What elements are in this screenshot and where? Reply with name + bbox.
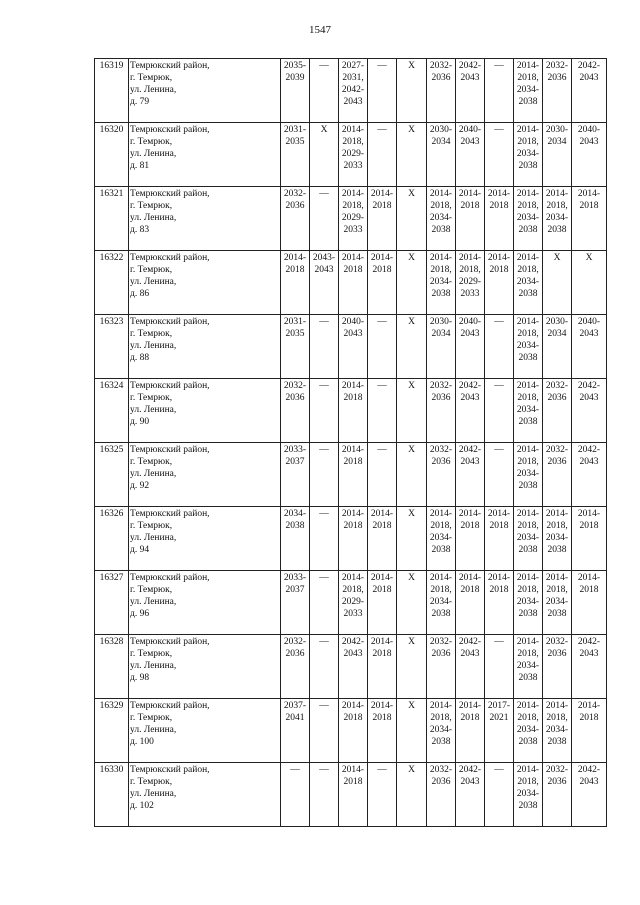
period-cell: X (310, 123, 339, 187)
period-cell: 2042- 2043 (572, 59, 607, 123)
period-cell: X (397, 699, 427, 763)
address-line: д. 81 (130, 161, 150, 171)
period-cell: — (310, 635, 339, 699)
address-line: д. 94 (130, 545, 150, 555)
period-cell: 2030- 2034 (427, 315, 456, 379)
period-cell: 2042- 2043 (572, 763, 607, 827)
period-cell: 2032- 2036 (427, 443, 456, 507)
table-row (95, 123, 607, 187)
period-cell: 2032- 2036 (427, 763, 456, 827)
period-cell: 2042- 2043 (456, 763, 485, 827)
period-cell: — (310, 187, 339, 251)
address-line: Темрюкский район, (130, 701, 210, 711)
period-cell: 2014- 2018 (368, 635, 397, 699)
address-line: д. 98 (130, 673, 150, 683)
period-cell: 2014- 2018 (281, 251, 310, 315)
address-line: г. Темрюк, (130, 265, 173, 275)
period-cell: 2040- 2043 (572, 123, 607, 187)
period-cell: 2014- 2018, 2034- 2038 (514, 187, 543, 251)
record-number: 16326 (95, 507, 129, 571)
period-cell: 2014- 2018, 2034- 2038 (514, 699, 543, 763)
period-cell: X (397, 443, 427, 507)
address-line: ул. Ленина, (130, 405, 177, 415)
period-cell: 2042- 2043 (456, 59, 485, 123)
address-line: ул. Ленина, (130, 149, 177, 159)
period-cell: 2014- 2018, 2034- 2038 (427, 699, 456, 763)
record-number: 16323 (95, 315, 129, 379)
period-cell: 2014- 2018 (572, 571, 607, 635)
address-cell (129, 251, 281, 315)
period-cell: — (485, 379, 514, 443)
period-cell: 2014- 2018, 2029- 2033 (339, 123, 368, 187)
period-cell: 2014- 2018, 2034- 2038 (514, 635, 543, 699)
address-line: Темрюкский район, (130, 509, 210, 519)
table-row (95, 379, 607, 443)
address-line: г. Темрюк, (130, 329, 173, 339)
address-line: ул. Ленина, (130, 277, 177, 287)
address-cell (129, 699, 281, 763)
address-line: ул. Ленина, (130, 469, 177, 479)
address-line: г. Темрюк, (130, 713, 173, 723)
period-cell: 2014- 2018 (572, 507, 607, 571)
period-cell: X (397, 571, 427, 635)
address-cell (129, 187, 281, 251)
period-cell: 2014- 2018, 2029- 2033 (339, 187, 368, 251)
address-line: ул. Ленина, (130, 597, 177, 607)
address-line: ул. Ленина, (130, 533, 177, 543)
period-cell: X (397, 379, 427, 443)
table-row (95, 59, 607, 123)
period-cell: 2032- 2036 (543, 443, 572, 507)
period-cell: 2014- 2018, 2034- 2038 (427, 571, 456, 635)
period-cell: — (368, 763, 397, 827)
period-cell: 2014- 2018 (368, 699, 397, 763)
period-cell: — (368, 123, 397, 187)
period-cell: — (368, 315, 397, 379)
period-cell: X (397, 315, 427, 379)
address-line: Темрюкский район, (130, 381, 210, 391)
address-cell (129, 315, 281, 379)
address-cell (129, 507, 281, 571)
address-line: Темрюкский район, (130, 573, 210, 583)
period-cell: 2032- 2036 (281, 635, 310, 699)
period-cell: 2014- 2018 (456, 699, 485, 763)
period-cell: 2030- 2034 (543, 315, 572, 379)
period-cell: 2042- 2043 (456, 443, 485, 507)
period-cell: — (485, 315, 514, 379)
period-cell: X (397, 635, 427, 699)
period-cell: 2040- 2043 (572, 315, 607, 379)
period-cell: 2042- 2043 (339, 635, 368, 699)
record-number: 16321 (95, 187, 129, 251)
period-cell: 2032- 2036 (281, 379, 310, 443)
period-cell: 2014- 2018, 2034- 2038 (543, 507, 572, 571)
period-cell: 2032- 2036 (543, 763, 572, 827)
address-line: ул. Ленина, (130, 213, 177, 223)
period-cell: 2027- 2031, 2042- 2043 (339, 59, 368, 123)
address-line: ул. Ленина, (130, 341, 177, 351)
table-row (95, 635, 607, 699)
period-cell: 2014- 2018 (485, 571, 514, 635)
period-cell: — (281, 763, 310, 827)
period-cell: X (397, 59, 427, 123)
period-cell: 2014- 2018, 2034- 2038 (543, 571, 572, 635)
address-cell (129, 59, 281, 123)
period-cell: 2014- 2018 (456, 507, 485, 571)
table-row (95, 187, 607, 251)
period-cell: 2043- 2043 (310, 251, 339, 315)
period-cell: 2033- 2037 (281, 443, 310, 507)
period-cell: 2042- 2043 (572, 635, 607, 699)
period-cell: X (397, 507, 427, 571)
address-line: д. 90 (130, 417, 150, 427)
period-cell: — (310, 507, 339, 571)
address-line: г. Темрюк, (130, 521, 173, 531)
period-cell: 2014- 2018 (339, 379, 368, 443)
period-cell: X (397, 763, 427, 827)
period-cell: 2014- 2018 (339, 507, 368, 571)
address-line: г. Темрюк, (130, 457, 173, 467)
address-cell (129, 635, 281, 699)
period-cell: 2014- 2018, 2034- 2038 (427, 251, 456, 315)
period-cell: 2014- 2018, 2034- 2038 (514, 251, 543, 315)
record-number: 16324 (95, 379, 129, 443)
period-cell: — (485, 123, 514, 187)
period-cell: 2014- 2018, 2034- 2038 (514, 123, 543, 187)
address-line: Темрюкский район, (130, 637, 210, 647)
period-cell: 2032- 2036 (543, 59, 572, 123)
address-line: г. Темрюк, (130, 393, 173, 403)
period-cell: 2030- 2034 (427, 123, 456, 187)
address-line: ул. Ленина, (130, 725, 177, 735)
record-number: 16329 (95, 699, 129, 763)
period-cell: 2042- 2043 (456, 379, 485, 443)
period-cell: 2017- 2021 (485, 699, 514, 763)
address-line: Темрюкский район, (130, 253, 210, 263)
period-cell: 2014- 2018 (368, 507, 397, 571)
period-cell: — (485, 443, 514, 507)
address-line: д. 92 (130, 481, 150, 491)
period-cell: 2014- 2018, 2034- 2038 (514, 379, 543, 443)
period-cell: 2040- 2043 (339, 315, 368, 379)
address-cell (129, 571, 281, 635)
period-cell: — (368, 443, 397, 507)
period-cell: 2014- 2018 (368, 187, 397, 251)
period-cell: 2042- 2043 (572, 379, 607, 443)
address-line: д. 102 (130, 801, 154, 811)
address-cell (129, 763, 281, 827)
period-cell: — (368, 379, 397, 443)
address-line: д. 83 (130, 225, 150, 235)
period-cell: — (368, 59, 397, 123)
address-line: д. 86 (130, 289, 150, 299)
period-cell: X (543, 251, 572, 315)
period-cell: 2034- 2038 (281, 507, 310, 571)
period-cell: 2032- 2036 (427, 379, 456, 443)
period-cell: 2014- 2018 (456, 571, 485, 635)
record-number: 16322 (95, 251, 129, 315)
period-cell: 2037- 2041 (281, 699, 310, 763)
address-cell (129, 379, 281, 443)
period-cell: 2014- 2018 (339, 443, 368, 507)
period-cell: 2014- 2018 (339, 699, 368, 763)
record-number: 16328 (95, 635, 129, 699)
period-cell: 2014- 2018, 2034- 2038 (514, 59, 543, 123)
record-number: 16325 (95, 443, 129, 507)
period-cell: — (310, 59, 339, 123)
table-row (95, 315, 607, 379)
address-line: г. Темрюк, (130, 585, 173, 595)
period-cell: 2032- 2036 (281, 187, 310, 251)
address-line: г. Темрюк, (130, 201, 173, 211)
address-line: Темрюкский район, (130, 189, 210, 199)
period-cell: X (572, 251, 607, 315)
period-cell: 2014- 2018 (456, 187, 485, 251)
period-cell: 2014- 2018 (368, 571, 397, 635)
period-cell: 2014- 2018, 2034- 2038 (514, 507, 543, 571)
period-cell: — (485, 635, 514, 699)
period-cell: 2014- 2018, 2029- 2033 (339, 571, 368, 635)
table-row (95, 251, 607, 315)
period-cell: 2032- 2036 (543, 379, 572, 443)
period-cell: 2014- 2018, 2034- 2038 (543, 699, 572, 763)
table-row (95, 571, 607, 635)
period-cell: 2042- 2043 (572, 443, 607, 507)
period-cell: 2033- 2037 (281, 571, 310, 635)
period-cell: 2035- 2039 (281, 59, 310, 123)
address-line: Темрюкский район, (130, 125, 210, 135)
address-cell (129, 123, 281, 187)
period-cell: — (310, 379, 339, 443)
table-row (95, 443, 607, 507)
period-cell: 2014- 2018, 2034- 2038 (427, 187, 456, 251)
record-number: 16320 (95, 123, 129, 187)
period-cell: 2014- 2018 (572, 699, 607, 763)
period-cell: 2014- 2018 (485, 507, 514, 571)
period-cell: X (397, 187, 427, 251)
period-cell: — (310, 443, 339, 507)
period-cell: — (485, 59, 514, 123)
address-line: г. Темрюк, (130, 137, 173, 147)
address-line: ул. Ленина, (130, 85, 177, 95)
registry-table (94, 58, 607, 827)
address-line: Темрюкский район, (130, 317, 210, 327)
period-cell: — (310, 571, 339, 635)
address-line: д. 88 (130, 353, 150, 363)
address-line: ул. Ленина, (130, 661, 177, 671)
period-cell: 2040- 2043 (456, 315, 485, 379)
address-cell (129, 443, 281, 507)
table-row (95, 763, 607, 827)
period-cell: X (397, 251, 427, 315)
period-cell: 2032- 2036 (427, 635, 456, 699)
period-cell: — (310, 315, 339, 379)
address-line: д. 100 (130, 737, 154, 747)
period-cell: 2032- 2036 (427, 59, 456, 123)
period-cell: 2014- 2018, 2034- 2038 (514, 315, 543, 379)
address-line: г. Темрюк, (130, 73, 173, 83)
page-number: 1547 (309, 24, 331, 36)
period-cell: 2030- 2034 (543, 123, 572, 187)
period-cell: 2014- 2018, 2034- 2038 (543, 187, 572, 251)
period-cell: 2032- 2036 (543, 635, 572, 699)
period-cell: 2040- 2043 (456, 123, 485, 187)
period-cell: X (397, 123, 427, 187)
table-row (95, 699, 607, 763)
address-line: г. Темрюк, (130, 649, 173, 659)
address-line: Темрюкский район, (130, 445, 210, 455)
address-line: ул. Ленина, (130, 789, 177, 799)
period-cell: 2014- 2018, 2029- 2033 (456, 251, 485, 315)
period-cell: 2031- 2035 (281, 315, 310, 379)
period-cell: 2031- 2035 (281, 123, 310, 187)
period-cell: 2042- 2043 (456, 635, 485, 699)
period-cell: 2014- 2018 (485, 187, 514, 251)
table-body (95, 59, 607, 827)
address-line: д. 79 (130, 97, 150, 107)
period-cell: — (310, 763, 339, 827)
period-cell: — (310, 699, 339, 763)
table-row (95, 507, 607, 571)
record-number: 16330 (95, 763, 129, 827)
period-cell: — (485, 763, 514, 827)
address-line: Темрюкский район, (130, 61, 210, 71)
period-cell: 2014- 2018, 2034- 2038 (427, 507, 456, 571)
period-cell: 2014- 2018, 2034- 2038 (514, 443, 543, 507)
period-cell: 2014- 2018 (368, 251, 397, 315)
record-number: 16327 (95, 571, 129, 635)
period-cell: 2014- 2018 (339, 763, 368, 827)
period-cell: 2014- 2018 (339, 251, 368, 315)
address-line: Темрюкский район, (130, 765, 210, 775)
record-number: 16319 (95, 59, 129, 123)
period-cell: 2014- 2018, 2034- 2038 (514, 571, 543, 635)
period-cell: 2014- 2018, 2034- 2038 (514, 763, 543, 827)
period-cell: 2014- 2018 (572, 187, 607, 251)
address-line: д. 96 (130, 609, 150, 619)
period-cell: 2014- 2018 (485, 251, 514, 315)
address-line: г. Темрюк, (130, 777, 173, 787)
